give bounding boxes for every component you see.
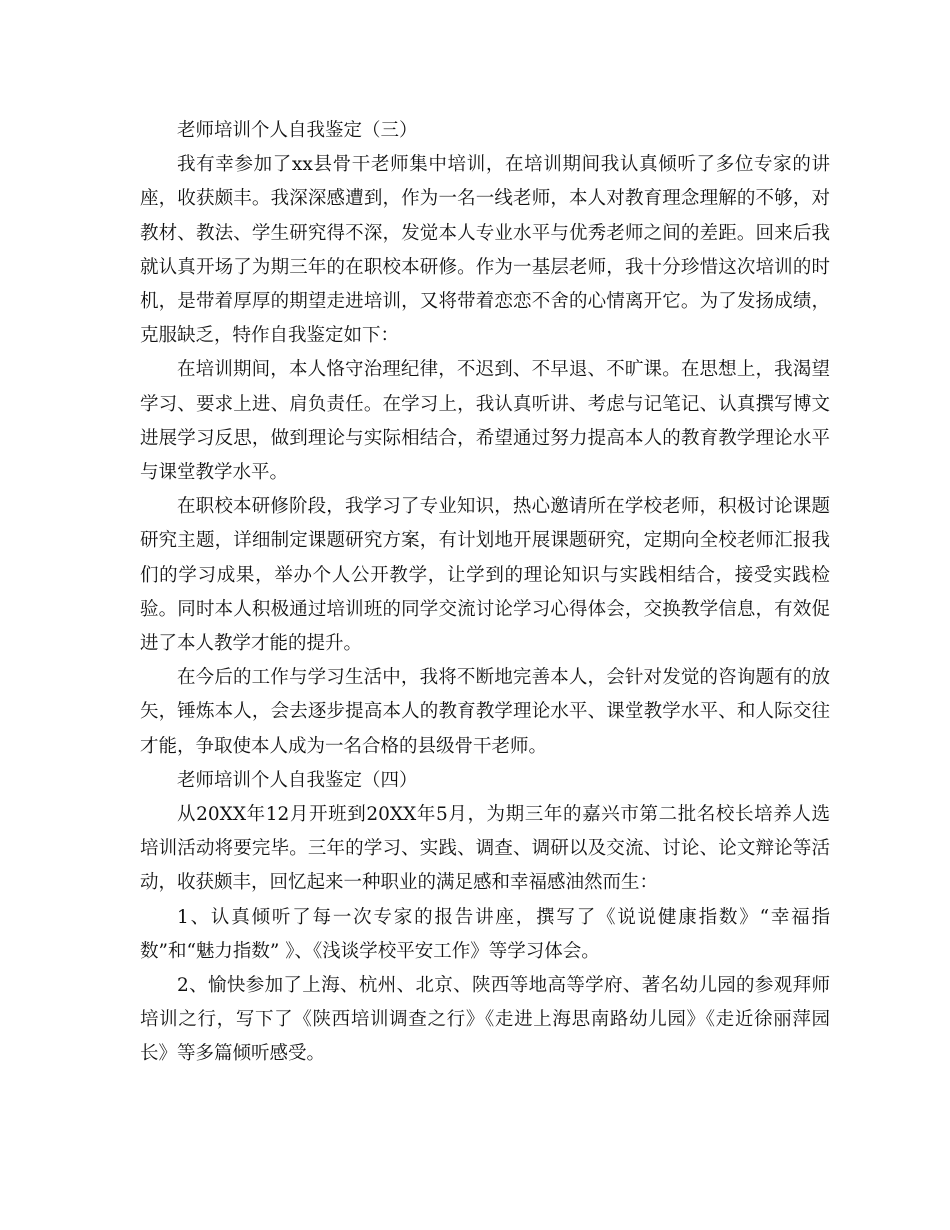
section-4-paragraph-2: 1、认真倾听了每一次专家的报告讲座，撰写了《说说健康指数》“幸福指数”和“魅力指数” 》、《浅谈学校平安工作》等学习体会。 (140, 906, 830, 962)
section-3-paragraph-2: 在培训期间，本人恪守治理纪律，不迟到、不早退、不旷课。在思想上，我渴望学习、要求上进、肩负责任。在学习上，我认真听讲、考虑与记笔记、认真撰写博文进展学习反思，做到理论与实际相结合，希望通过努力提高本人的教育教学理论水平与课堂教学水平。 (140, 359, 830, 484)
document-body (140, 114, 830, 1072)
section-4-paragraph-1: 从20XX年12月开班到20XX年5月，为期三年的嘉兴市第二批名校长培养人选培训活动将要完毕。三年的学习、实践、调查、调研以及交流、讨论、论文辩论等活动，收获颇丰，回忆起来一种职业的满足感和幸福感油然而生： (140, 804, 830, 894)
section-3-title: 老师培训个人自我鉴定（三） (177, 120, 418, 141)
section-3-paragraph-1: 我有幸参加了xx县骨干老师集中培训，在培训期间我认真倾听了多位专家的讲座，收获颇丰。我深深感遭到，作为一名一线老师，本人对教育理念理解的不够，对教材、教法、学生研究得不深，发觉本人专业水平与优秀老师之间的差距。回来后我就认真开场了为期三年的在职校本研修。作为一基层老师，我十分珍惜这次培训的时机，是带着厚厚的期望走进培训，又将带着恋恋不舍的心情离开它。为了发扬成绩，克服缺乏，特作自我鉴定如下： (140, 154, 830, 347)
section-4-paragraph-3: 2、愉快参加了上海、杭州、北京、陕西等地高等学府、著名幼儿园的参观拜师培训之行，写下了《陕西培训调查之行》《走进上海思南路幼儿园》《走近徐丽萍园长》等多篇倾听感受。 (140, 975, 830, 1065)
section-3-paragraph-4: 在今后的工作与学习生活中，我将不断地完善本人，会针对发觉的咨询题有的放矢，锤炼本人，会去逐步提高本人的教育教学理论水平、课堂教学水平、和人际交往才能，争取使本人成为一名合格的县级骨干老师。 (140, 667, 830, 757)
section-4-title: 老师培训个人自我鉴定（四） (177, 769, 418, 791)
section-3-paragraph-3: 在职校本研修阶段，我学习了专业知识，热心邀请所在学校老师，积极讨论课题研究主题，详细制定课题研究方案，有计划地开展课题研究，定期向全校老师汇报我们的学习成果，举办个人公开教学，让学到的理论知识与实践相结合，接受实践检验。同时本人积极通过培训班的同学交流讨论学习心得体会，交换教学信息，有效促进了本人教学才能的提升。 (140, 496, 830, 655)
